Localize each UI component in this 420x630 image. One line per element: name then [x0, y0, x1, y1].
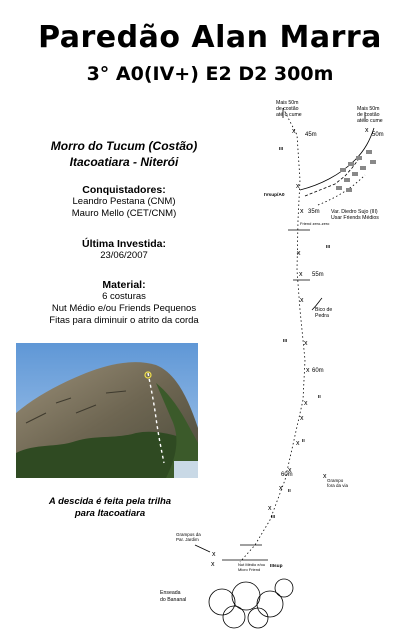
- nut-note-2: Micro Friend: [238, 567, 261, 572]
- svg-text:x: x: [365, 127, 369, 134]
- last-climb-heading: Última Investida:: [81, 238, 167, 250]
- distance-label: 60m: [312, 368, 324, 374]
- variant-note-2: Usar Friends Médios: [331, 215, 379, 221]
- boulder: [275, 579, 293, 597]
- route-line-main: [240, 108, 305, 562]
- grade-label: II: [318, 395, 321, 400]
- descent-line-1: A descida é feita pela trilha: [48, 496, 172, 507]
- grade-label: II: [302, 439, 305, 444]
- grade-label: III: [283, 339, 287, 344]
- gear-item-2: Nut Médio e/ou Friends Pequenos: [51, 303, 197, 314]
- jardim-pointer: [195, 545, 210, 552]
- svg-text:x: x: [304, 400, 308, 407]
- base-note-2: do Bananal: [160, 597, 187, 603]
- boulder: [232, 582, 260, 610]
- grade-label: III: [271, 515, 275, 520]
- slab-texture: [336, 150, 376, 192]
- svg-text:x: x: [288, 467, 292, 474]
- location-line-1: Morro do Tucum (Costão): [50, 139, 198, 153]
- grade-label: III: [326, 245, 330, 250]
- grampo-note-1: Grampo: [327, 478, 344, 483]
- bico-note-2: Pedra: [315, 313, 329, 319]
- distance-label: 60m: [281, 472, 293, 478]
- svg-text:x: x: [299, 271, 303, 278]
- top-left-note-2: de costão: [276, 106, 299, 112]
- grampo-note-2: fora da via: [327, 483, 349, 488]
- distance-label: 55m: [312, 272, 324, 278]
- top-left-note-3: até o cume: [276, 112, 302, 118]
- bolt-markers: [211, 127, 369, 568]
- svg-text:x: x: [306, 367, 310, 374]
- variant-note-1: Var. Diedro Sujo (III): [331, 209, 378, 215]
- descent-line-2: para Itacoatiara: [74, 508, 146, 519]
- svg-text:x: x: [300, 415, 304, 422]
- distance-label: 45m: [305, 132, 317, 138]
- svg-text:x: x: [323, 473, 327, 480]
- climber-1: Leandro Pestana (CNM): [72, 196, 176, 207]
- grade-label: II: [288, 489, 291, 494]
- boulder: [248, 608, 268, 628]
- jardim-note-2: Par. Jardim: [176, 537, 199, 542]
- first-ascent-heading: Conquistadores:: [82, 184, 166, 196]
- svg-text:x: x: [211, 561, 215, 568]
- gear-heading: Material:: [102, 279, 146, 291]
- svg-text:x: x: [296, 440, 300, 447]
- route-title: Paredão Alan Marra: [38, 20, 382, 55]
- svg-text:x: x: [297, 250, 301, 257]
- grade-label: III: [279, 147, 283, 152]
- svg-text:x: x: [279, 485, 283, 492]
- base-note-1: Enseada: [160, 590, 181, 596]
- top-left-note-1: Mais 50m: [276, 100, 299, 106]
- last-climb-date: 23/06/2007: [100, 250, 148, 261]
- gear-item-1: 6 costuras: [102, 291, 146, 302]
- grade-label: IIIsup: [270, 564, 283, 569]
- route-grade: 3° A0(IV+) E2 D2 300m: [86, 63, 334, 85]
- svg-text:x: x: [304, 340, 308, 347]
- distance-label: 50m: [372, 132, 384, 138]
- svg-text:x: x: [300, 297, 304, 304]
- jardim-note-1: Grampos da: [176, 532, 201, 537]
- gear-item-3: Fitas para diminuir o atrito da corda: [49, 315, 199, 326]
- boulder: [209, 589, 235, 615]
- svg-text:x: x: [268, 505, 272, 512]
- bico-note-1: Bico de: [315, 307, 333, 313]
- top-right-note-3: até o cume: [357, 118, 383, 124]
- svg-text:x: x: [212, 551, 216, 558]
- grade-label: IVsup/A0: [264, 193, 285, 198]
- friend-note: Friend zero-zero: [300, 221, 330, 226]
- svg-text:x: x: [296, 183, 300, 190]
- distance-label: 35m: [308, 209, 320, 215]
- svg-text:x: x: [292, 128, 296, 135]
- climber-2: Mauro Mello (CET/CNM): [71, 208, 177, 219]
- top-right-note-2: de costão: [357, 112, 380, 118]
- boulder: [257, 591, 283, 617]
- location-line-2: Itacoatiara - Niterói: [69, 155, 179, 169]
- svg-text:x: x: [300, 208, 304, 215]
- top-right-note-1: Mais 50m: [357, 106, 380, 112]
- nut-note-1: Nut Médio e/ou: [238, 562, 266, 567]
- boulder: [223, 606, 245, 628]
